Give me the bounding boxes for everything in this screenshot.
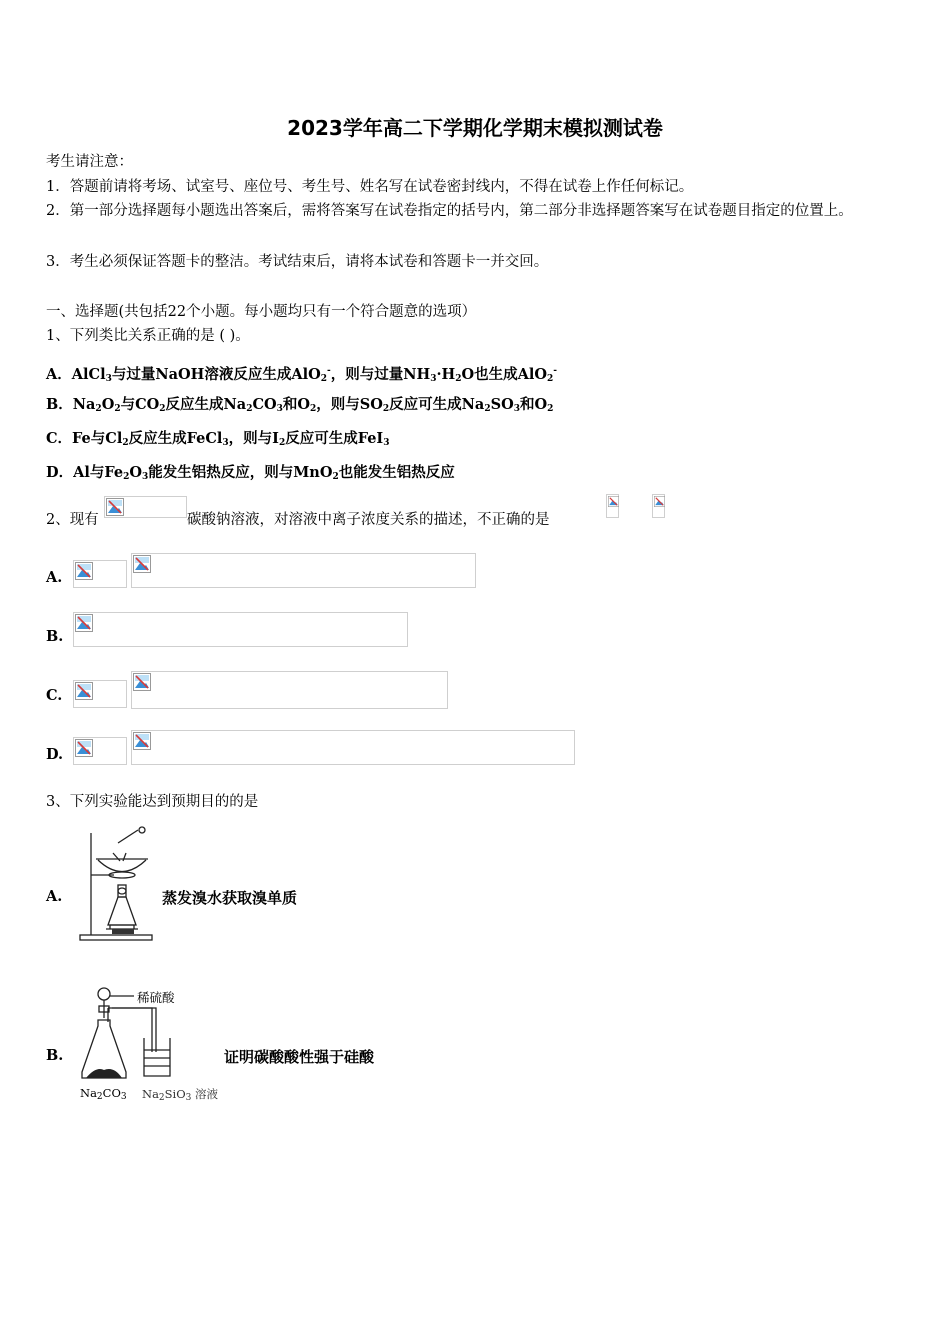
notice-item-1: 1．答题前请将考场、试室号、座位号、考生号、姓名写在试卷密封线内，不得在试卷上作任何标记。 [46,179,694,195]
broken-image-icon [106,498,124,516]
notice-heading: 考生请注意： [46,154,133,170]
q2-option-b-image [73,612,408,647]
broken-image-icon [133,555,151,573]
broken-image-icon [654,496,665,507]
page-title: 2023学年高二下学期化学期末模拟测试卷 [287,116,663,140]
evaporation-apparatus-figure [78,825,156,943]
q1-option-b: B．$Na_2O_2$与$CO_2$反应生成$Na_2CO_3$和$O_2$，则与$SO_2$反应可生成$Na_2SO_3$和$O_2$ [46,396,554,414]
broken-image-icon [133,673,151,691]
q2-option-d-image-2 [131,730,575,765]
label-dilute-sulfuric-acid: 稀硫酸 [137,990,175,1005]
q2-stem-image-2 [652,494,665,518]
q1-option-d: D．Al与$Fe_2O_3$能发生铝热反应，则与MnO$_2$也能发生铝热反应 [46,464,455,482]
broken-image-icon [75,614,93,632]
q2-option-c-image-2 [131,671,448,709]
q3-option-b-text: 证明碳酸酸性强于硅酸 [224,1048,375,1066]
q2-formula-image [104,496,187,518]
q3-option-b-letter: B. [46,1047,64,1064]
q2-stem-end: 碳酸钠溶液，对溶液中离子浓度关系的描述，不正确的是 [187,512,550,528]
q2-option-d-letter: D. [46,746,64,763]
broken-image-icon [75,682,93,700]
q2-option-c-letter: C. [46,687,63,704]
q3-option-a-letter: A. [46,888,63,905]
q1-stem: 1、下列类比关系正确的是 ( )。 [46,328,250,344]
broken-image-icon [75,562,93,580]
q2-option-a-image-1 [73,560,127,588]
notice-item-3: 3．考生必须保证答题卡的整洁。考试结束后，请将本试卷和答题卡一并交回。 [46,254,549,270]
q2-option-a-image-2 [131,553,476,588]
section-heading: 一、选择题(共包括22个小题。每小题均只有一个符合题意的选项） [46,304,477,320]
q2-option-a-letter: A. [46,569,63,586]
broken-image-icon [608,496,619,507]
q2-stem-image-1 [606,494,619,518]
q2-option-b-letter: B. [46,628,64,645]
q2-stem-start: 2、现有 [46,512,99,528]
label-sodium-silicate-solution: $Na_2SiO_3$ 溶液 [142,1087,219,1103]
broken-image-icon [133,732,151,750]
q3-option-a-text: 蒸发溴水获取溴单质 [162,889,298,907]
notice-item-2: 2．第一部分选择题每小题选出答案后，需将答案写在试卷指定的括号内，第二部分非选择题答案写在试卷题目指定的位置上。 [46,203,853,219]
q3-stem: 3、下列实验能达到预期目的的是 [46,794,259,810]
broken-image-icon [75,739,93,757]
q1-option-c: C．Fe与$Cl_2$反应生成FeCl$_3$，则与$I_2$反应可生成FeI$_3$ [46,430,390,448]
q2-option-d-image-1 [73,737,127,765]
q1-option-a: A．AlCl$_3$与过量NaOH溶液反应生成AlO$_2$-，则与过量$NH_3\cdot H_2O$也生成AlO$_2$- [46,366,558,384]
label-sodium-carbonate: $Na_2CO_3$ [80,1086,127,1102]
q2-option-c-image-1 [73,680,127,708]
